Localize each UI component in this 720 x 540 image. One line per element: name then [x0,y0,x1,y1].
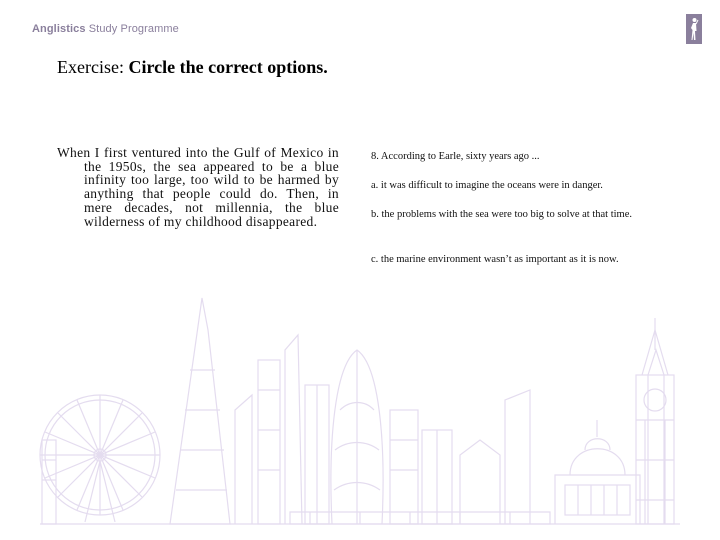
answer-option-a[interactable]: a. it was difficult to imagine the oceans were in danger. [371,180,603,191]
header-subtitle: Study Programme [85,23,179,35]
exercise-instruction: Circle the correct options. [128,57,328,77]
clock-tower-icon [636,318,674,524]
exercise-title [57,57,328,78]
shard-tower-icon [170,298,230,524]
answer-option-b[interactable]: b. the problems with the sea were too big to solve at that time. [371,209,632,220]
dome-icon [555,420,640,524]
gherkin-tower-icon [331,350,383,524]
exercise-label: Exercise: [57,57,129,77]
programme-header [32,23,179,35]
answer-option-c[interactable]: c. the marine environment wasn’t as important as it is now. [371,254,619,265]
reading-passage: When I first ventured into the Gulf of Mexico in the 1950s, the sea appeared to be a blue infinity too large, too wild to be harmed by anything that people could do. Then, in mere decades, not millennia, the blue wilderness of my childhood disappeared. [57,145,339,229]
london-skyline-watermark-icon [30,290,720,540]
figure-silhouette-icon [686,14,702,44]
question-stem: 8. According to Earle, sixty years ago ... [371,151,540,162]
ferris-wheel-icon [40,395,160,522]
header-brand: Anglistics [32,23,86,35]
